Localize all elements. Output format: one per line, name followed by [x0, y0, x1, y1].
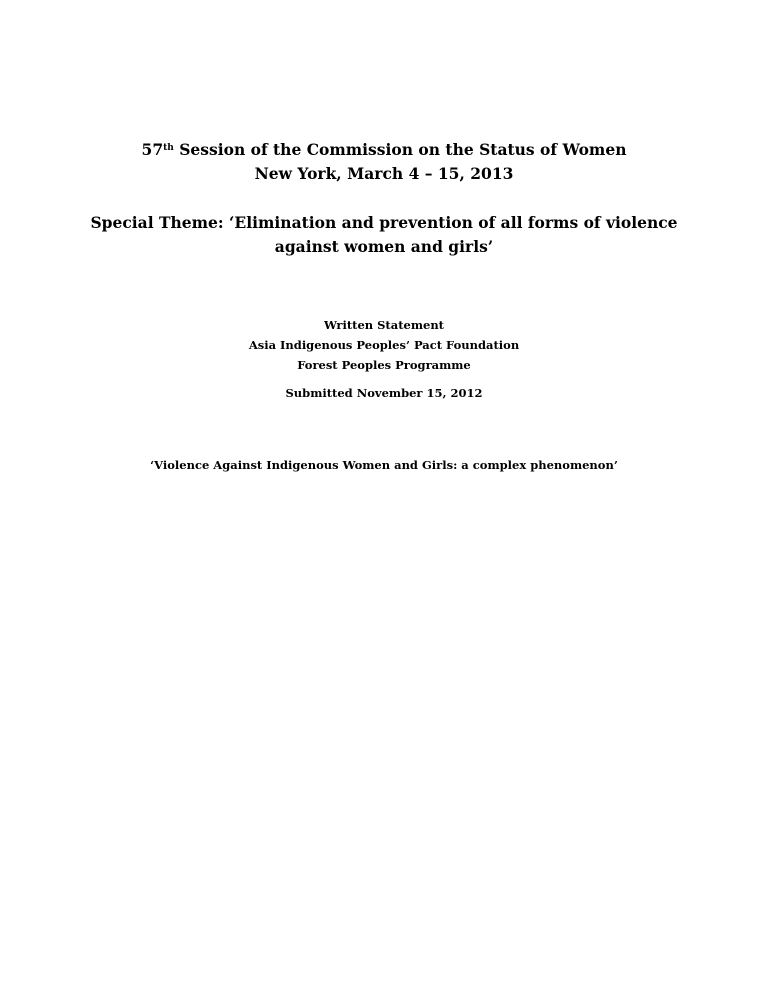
session-heading [0, 138, 768, 186]
statement-title [0, 455, 768, 475]
special-theme-line-1: Special Theme: ‘Elimination and prevention of all forms of violence [90, 213, 678, 232]
statement-title-text: ‘Violence Against Indigenous Women and Girls: a complex phenomenon’ [150, 458, 618, 472]
submitted-date [0, 383, 768, 403]
statement-info [0, 315, 768, 375]
session-number: 57 [141, 140, 164, 159]
organization-1: Asia Indigenous Peoples’ Pact Foundation [248, 338, 520, 352]
session-title-line [0, 138, 768, 162]
organization-2: Forest Peoples Programme [297, 358, 471, 372]
submitted-text: Submitted November 15, 2012 [285, 386, 483, 400]
statement-type: Written Statement [324, 318, 444, 332]
session-location-dates: New York, March 4 – 15, 2013 [254, 164, 514, 183]
special-theme-line-2: against women and girls’ [274, 237, 494, 256]
special-theme-heading [0, 211, 768, 259]
session-title-rest: Session of the Commission on the Status of Women [173, 140, 627, 159]
session-ordinal-suffix: th [163, 143, 174, 153]
